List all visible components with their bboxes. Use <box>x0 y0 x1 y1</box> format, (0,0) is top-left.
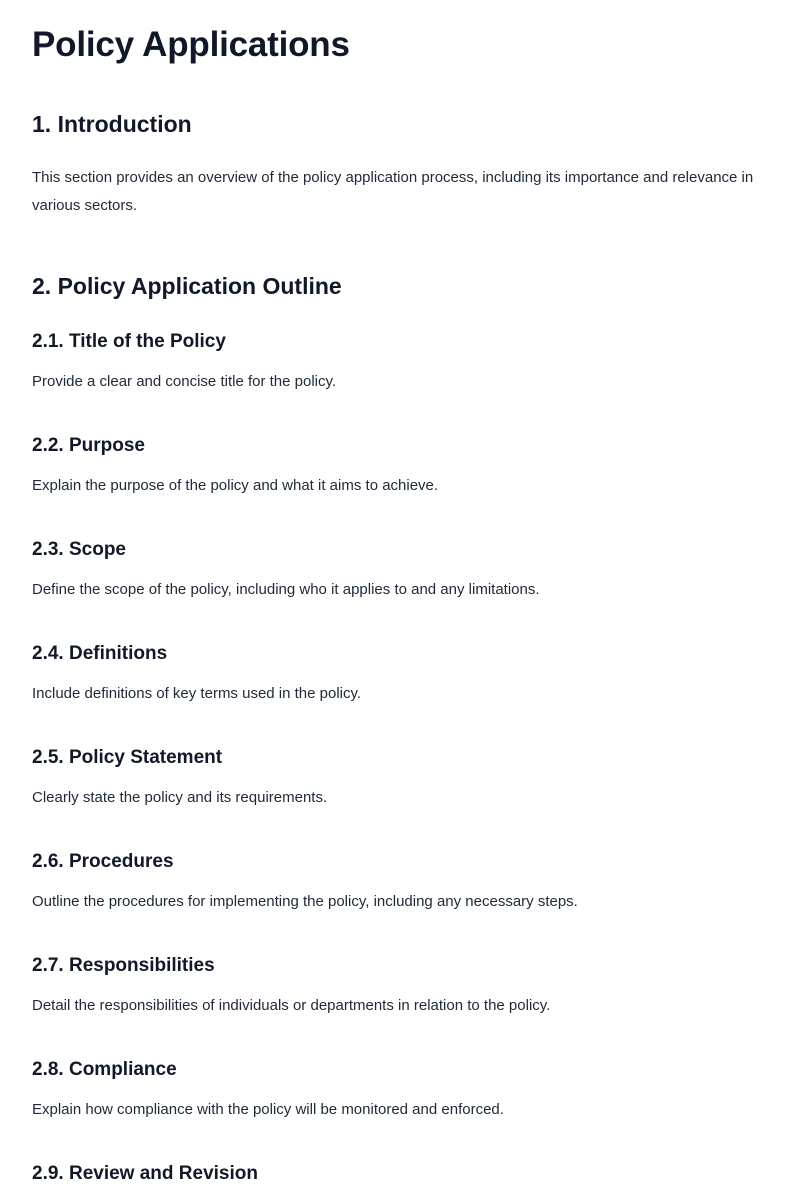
subsection-review-and-revision <box>32 1162 768 1186</box>
subsection-heading: 2.4. Definitions <box>32 643 168 664</box>
subsection-title-of-policy <box>32 330 768 396</box>
subsection-purpose <box>32 434 768 500</box>
subsection-text: Outline the procedures for implementing the policy, including any necessary steps. <box>32 893 578 910</box>
subsection-policy-statement <box>32 746 768 812</box>
subsection-procedures <box>32 850 768 916</box>
outline-subsections <box>32 330 768 1186</box>
subsection-text: Explain how compliance with the policy will be monitored and enforced. <box>32 1101 504 1118</box>
subsection-heading: 2.9. Review and Revision <box>32 1163 258 1184</box>
subsection-scope <box>32 538 768 604</box>
subsection-heading: 2.7. Responsibilities <box>32 955 215 976</box>
subsection-text: Define the scope of the policy, including who it applies to and any limitations. <box>32 581 540 598</box>
subsection-text: Include definitions of key terms used in the policy. <box>32 685 362 702</box>
section-text-introduction: This section provides an overview of the policy application process, including its importance and relevance in various sectors. <box>32 169 754 214</box>
subsection-heading: 2.1. Title of the Policy <box>32 331 226 352</box>
section-heading-outline: 2. Policy Application Outline <box>32 273 342 299</box>
subsection-heading: 2.6. Procedures <box>32 851 174 872</box>
subsection-definitions <box>32 642 768 708</box>
subsection-text: Detail the responsibilities of individuals or departments in relation to the policy. <box>32 997 551 1014</box>
subsection-heading: 2.2. Purpose <box>32 435 145 456</box>
section-heading-introduction: 1. Introduction <box>32 111 192 137</box>
subsection-heading: 2.3. Scope <box>32 539 126 560</box>
subsection-text: Provide a clear and concise title for the policy. <box>32 373 337 390</box>
subsection-text: Explain the purpose of the policy and what it aims to achieve. <box>32 477 439 494</box>
subsection-compliance <box>32 1058 768 1124</box>
page-title: Policy Applications <box>32 25 350 64</box>
subsection-responsibilities <box>32 954 768 1020</box>
subsection-heading: 2.8. Compliance <box>32 1059 177 1080</box>
subsection-heading: 2.5. Policy Statement <box>32 747 223 768</box>
subsection-text: Clearly state the policy and its requirements. <box>32 789 328 806</box>
